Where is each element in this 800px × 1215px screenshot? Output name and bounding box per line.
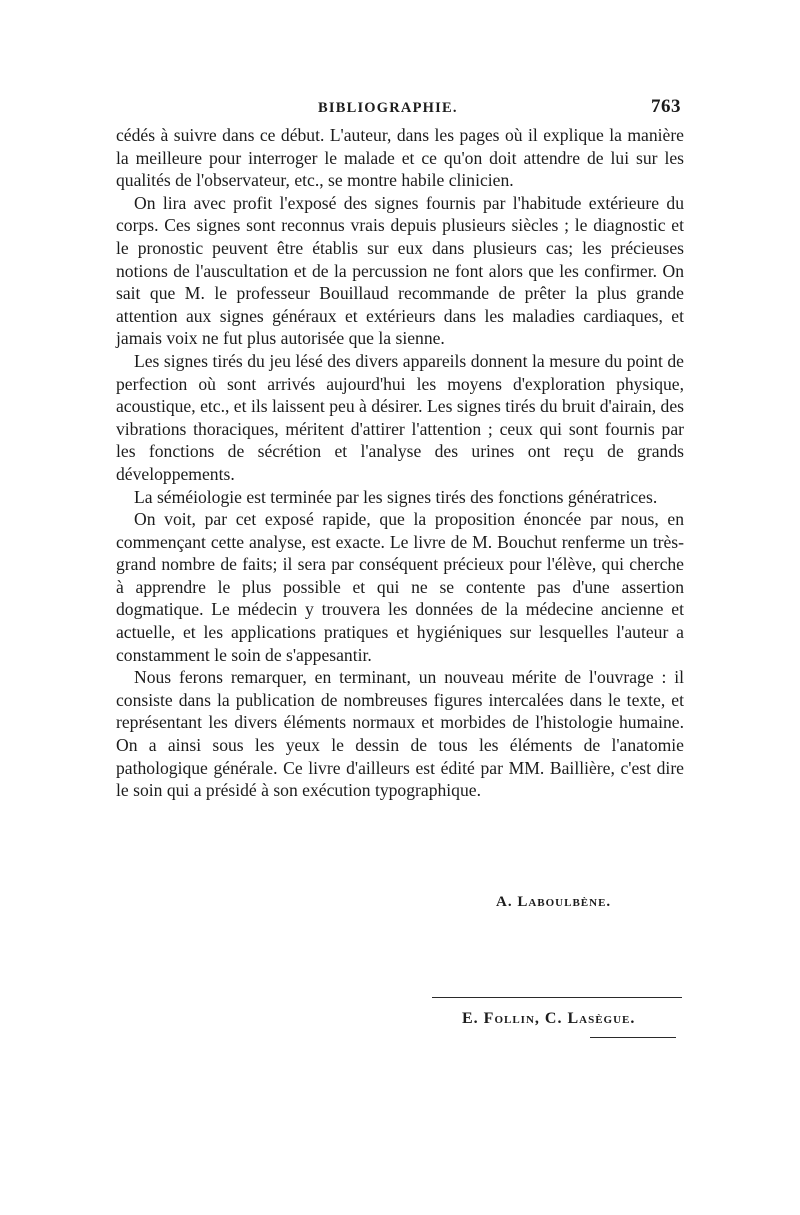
paragraph: On voit, par cet exposé rapide, que la proposition énoncée par nous, en commençant cette analyse, est exacte. Le livre de M. Bouchut renferme un très-grand nombre de faits; il sera par conséquent précieux pour l'élève, qui cherche à apprendre le plus possible et qui ne se contente pas d'une assertion dogmatique. Le médecin y trouvera les données de la médecine ancienne et actuelle, et les applications pratiques et hygiéniques sur lesquelles l'auteur a constamment le soin de s'appesantir. (116, 509, 684, 665)
section-divider (432, 997, 682, 998)
paragraph: cédés à suivre dans ce début. L'auteur, dans les pages où il explique la manière la meilleure pour interroger le malade et ce qu'on doit attendre de lui sur les qualités de l'observateur, etc., se montre habile clinicien. (116, 125, 684, 191)
paragraph: Les signes tirés du jeu lésé des divers appareils donnent la mesure du point de perfection où sont arrivés aujourd'hui les moyens d'exploration physique, acoustique, etc., et ils laissent peu à désirer. Les signes tirés du bruit d'airain, des vibrations thoraciques, méritent d'attirer l'attention ; ceux qui sont fournis par les fonctions de sécrétion et l'analyse des urines ont reçu de grands développements. (116, 350, 684, 484)
body-text (116, 124, 684, 802)
running-head (118, 96, 683, 124)
paragraph: Nous ferons remarquer, en terminant, un nouveau mérite de l'ouvrage : il consiste dans la publication de nombreuses figures intercalées dans le texte, et représentant les divers éléments normaux et morbides de l'histologie humaine. On a ainsi sous les yeux le dessin de tous les éléments de l'anatomie pathologique générale. Ce livre d'ailleurs est édité par MM. Baillière, c'est dire le soin qui a présidé à son exécution typographique. (116, 667, 684, 801)
author-signature: A. Laboulbène. (496, 894, 612, 910)
running-head-title: BIBLIOGRAPHIE. (318, 100, 458, 116)
paragraph: La séméiologie est terminée par les signes tirés des fonctions génératrices. (134, 486, 658, 507)
underline-rule (590, 1037, 676, 1038)
paragraph: On lira avec profit l'exposé des signes fournis par l'habitude extérieure du corps. Ces signes sont reconnus vrais depuis plusieurs siècles ; le diagnostic et le pronostic peuvent être établis sur eux dans plusieurs cas; les précieuses notions de l'auscultation et de la percussion ne font alors que les confirmer. On sait que M. le professeur Bouillaud recommande de prêter la plus grande attention aux signes généraux et extérieurs dans les maladies cardiaques, et jamais voix ne fut plus autorisée que la sienne. (116, 192, 684, 349)
next-review-authors: E. Follin, C. Lasègue. (462, 1010, 636, 1027)
page-number: 763 (651, 96, 681, 117)
